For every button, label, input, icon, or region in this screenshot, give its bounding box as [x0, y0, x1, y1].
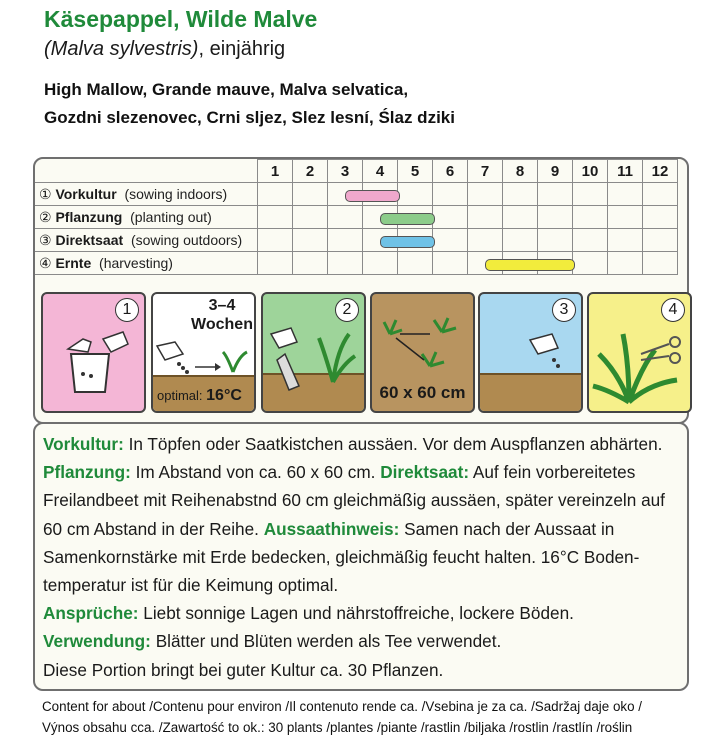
calendar-bar: [380, 236, 435, 248]
calendar-row-ernte: [35, 252, 678, 275]
label-aussaathinweis: Aussaathinweis:: [263, 518, 400, 539]
text-direktsaat: Auf fein vorbereitetes Freilandbeet mit Reihenabstnd 60 cm gleichmäßig aussäen, später vereinzeln auf 60 cm Abstand in der Reihe.: [43, 462, 665, 539]
footer-line-2: Výnos obsahu cca. /Zawartość to ok.: 30 plants /plantes /piante /rastlin /biljaka /rostlin /rastlín /roślin: [42, 720, 633, 735]
sowing-calendar-panel: [33, 157, 689, 424]
latin-name-line: [44, 38, 285, 61]
sowing-calendar-table: [35, 159, 678, 275]
calendar-bar: [485, 259, 575, 271]
month-header: 4: [363, 160, 398, 183]
latin-name: (Malva sylvestris): [44, 38, 199, 60]
label-direktsaat: Direktsaat:: [380, 462, 470, 483]
tile-planting-out: [261, 292, 366, 413]
text-pflanzung: Im Abstand von ca. 60 x 60 cm.: [130, 462, 381, 483]
month-header: 3: [328, 160, 363, 183]
month-header: 1: [258, 160, 293, 183]
month-header: 5: [398, 160, 433, 183]
step-number-1: 1: [115, 298, 139, 322]
text-aussaathinweis: Samen nach der Aussaat in Samenkornstärke mit Erde bedecken, gleichmäßig feucht halten. 16°C Boden-temperatur ist für die Keimung optimal.: [43, 518, 640, 596]
row-label: ② Pflanzung (planting out): [35, 206, 258, 229]
scissors-plant-illustration: [589, 294, 690, 411]
calendar-corner: [35, 160, 258, 183]
month-header: 7: [468, 160, 503, 183]
step-number-3: 3: [552, 298, 576, 322]
optimal-temperature: optimal: 16°C: [157, 387, 242, 404]
month-header: 12: [643, 160, 678, 183]
product-title: Käsepappel, Wilde Malve: [44, 6, 318, 32]
tile-direct-sowing: [478, 292, 583, 413]
tile-spacing: [370, 292, 475, 413]
row-label: ① Vorkultur (sowing indoors): [35, 183, 258, 206]
common-names-line-2: Gozdni slezenovec, Crni sljez, Slez lesní, Ślaz dziki: [44, 108, 455, 127]
month-header: 10: [573, 160, 608, 183]
tile-germination: [151, 292, 256, 413]
calendar-bar: [345, 190, 400, 202]
footer-line-1: Content for about /Contenu pour environ /Il contenuto rende ca. /Vsebina je za ca. /Sadržaj daje oko /: [42, 699, 642, 714]
month-header: 6: [433, 160, 468, 183]
label-verwendung: Verwendung:: [43, 631, 151, 652]
instructions-box: [33, 422, 689, 691]
month-header-row: [35, 160, 678, 183]
text-ansprueche: Liebt sonnige Lagen und nährstoffreiche, lockere Böden.: [138, 603, 574, 624]
row-label: ③ Direktsaat (sowing outdoors): [35, 229, 258, 252]
tile-harvesting: [587, 292, 692, 413]
germination-time: 3–4 Wochen: [191, 297, 253, 333]
sowing-hand-illustration: [480, 294, 581, 411]
trowel-plant-illustration: [263, 294, 364, 411]
calendar-bar: [380, 213, 435, 225]
calendar-row-pflanzung: [35, 206, 678, 229]
label-vorkultur: Vorkultur:: [43, 434, 124, 454]
life-cycle: , einjährig: [198, 38, 286, 60]
month-header: 11: [608, 160, 643, 183]
text-verwendung: Blätter und Blüten werden als Tee verwendet.: [150, 631, 502, 652]
plant-spacing: 60 x 60 cm: [379, 383, 466, 402]
step-number-2: 2: [335, 298, 359, 322]
tile-sowing-indoors: [41, 292, 146, 413]
month-header: 9: [538, 160, 573, 183]
pot-hand-illustration: [43, 294, 144, 411]
row-label: ④ Ernte (harvesting): [35, 252, 258, 275]
month-header: 2: [293, 160, 328, 183]
common-names-line-1: High Mallow, Grande mauve, Malva selvatica,: [44, 80, 409, 99]
label-pflanzung: Pflanzung:: [43, 462, 131, 483]
label-ansprueche: Ansprüche:: [43, 603, 139, 624]
portion-note: Diese Portion bringt bei guter Kultur ca. 30 Pflanzen.: [43, 659, 444, 680]
instructions-text: [43, 430, 683, 684]
calendar-row-direktsaat: [35, 229, 678, 252]
month-header: 8: [503, 160, 538, 183]
step-number-4: 4: [661, 298, 685, 322]
text-vorkultur: In Töpfen oder Saatkistchen aussäen. Vor dem Auspflanzen abhärten.: [123, 434, 663, 454]
